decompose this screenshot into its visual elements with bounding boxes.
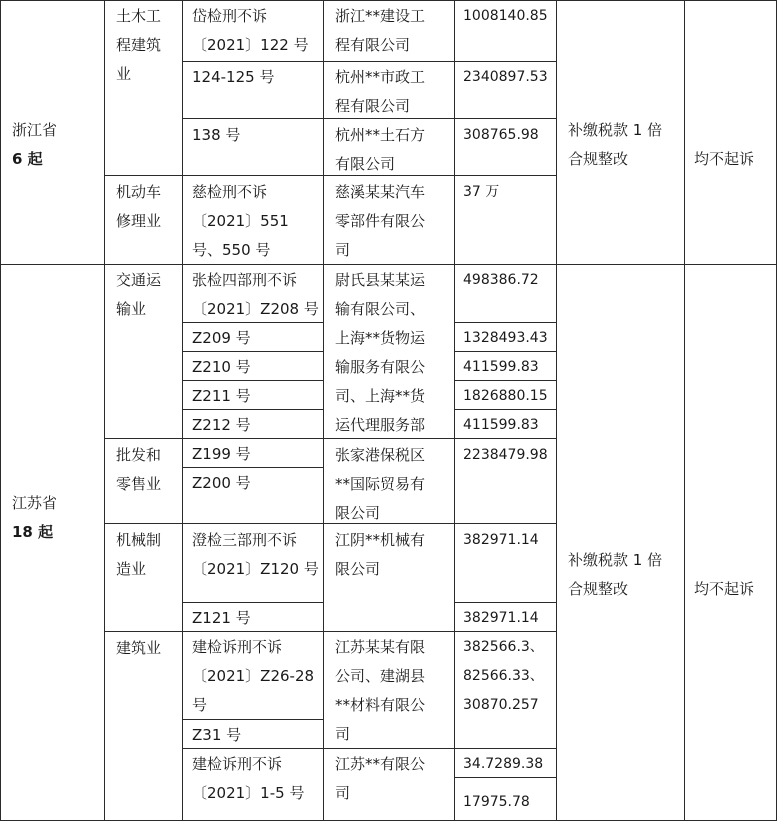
industry-label: 造业	[116, 560, 147, 578]
case-number: 慈检刑不诉	[192, 183, 268, 201]
case-number: Z121 号	[192, 609, 251, 627]
company-name: 公司、建湖县	[335, 667, 426, 685]
company-name: **国际贸易有	[335, 475, 426, 493]
case-count: 6 起	[12, 150, 43, 168]
company-name: 零部件有限公	[335, 212, 426, 230]
company-name: 浙江**建设工	[335, 7, 426, 25]
company-name: 输服务有限公	[335, 358, 426, 376]
company-name: 输有限公司、	[335, 300, 426, 318]
industry-label: 机械制	[116, 531, 162, 549]
company-name: 尉氏县某某运	[335, 271, 426, 289]
industry-label: 交通运	[116, 271, 162, 289]
measure-text: 合规整改	[568, 150, 629, 168]
province-name: 浙江省	[12, 121, 58, 139]
case-number: Z199 号	[192, 445, 251, 463]
company-name: 有限公司	[335, 155, 396, 173]
tax-amount: 37 万	[463, 184, 500, 200]
tax-amount: 17975.78	[463, 794, 530, 810]
case-number: 张检四部刑不诉	[192, 271, 298, 289]
industry-label: 业	[116, 65, 132, 83]
case-number: Z210 号	[192, 358, 251, 376]
case-number: 号	[192, 696, 208, 714]
case-number: 号、550 号	[192, 241, 271, 259]
company-name: 张家港保税区	[335, 446, 426, 464]
result-text: 均不起诉	[694, 580, 755, 598]
company-name: 慈溪某某汽车	[335, 183, 426, 201]
tax-amount: 1826880.15	[463, 388, 548, 404]
tax-amount: 411599.83	[463, 359, 539, 375]
tax-amount: 2340897.53	[463, 69, 548, 85]
case-number: 建检诉刑不诉	[192, 638, 283, 656]
case-number: 〔2021〕551	[192, 212, 289, 230]
tax-amount: 382566.3、	[463, 639, 544, 655]
measure-text: 补缴税款 1 倍	[568, 551, 663, 569]
company-name: **材料有限公	[335, 696, 426, 714]
result-text: 均不起诉	[694, 150, 755, 168]
case-number: 〔2021〕122 号	[192, 36, 309, 54]
province-name: 江苏省	[12, 494, 58, 512]
tax-amount: 308765.98	[463, 127, 539, 143]
tax-amount: 382971.14	[463, 610, 539, 626]
case-number: Z209 号	[192, 329, 251, 347]
case-number: 〔2021〕Z26-28	[192, 667, 315, 685]
company-name: 程有限公司	[335, 97, 411, 115]
tax-amount: 498386.72	[463, 272, 539, 288]
industry-label: 零售业	[116, 475, 162, 493]
tax-amount: 1328493.43	[463, 330, 548, 346]
tax-amount: 1008140.85	[463, 8, 548, 24]
company-name: 司	[335, 725, 351, 743]
company-name: 运代理服务部	[335, 416, 426, 434]
company-name: 限公司	[335, 504, 381, 522]
tax-amount: 382971.14	[463, 532, 539, 548]
company-name: 杭州**市政工	[335, 68, 426, 86]
case-number: 124-125 号	[192, 68, 275, 86]
industry-label: 建筑业	[116, 639, 162, 657]
company-name: 上海**货物运	[335, 329, 426, 347]
company-name: 杭州**土石方	[335, 126, 426, 144]
company-name: 江苏某某有限	[335, 638, 426, 656]
tax-amount: 82566.33、	[463, 668, 544, 684]
case-number: 〔2021〕1-5 号	[192, 784, 305, 802]
company-name: 司	[335, 784, 351, 802]
company-name: 司	[335, 241, 351, 259]
case-number: 澄检三部刑不诉	[192, 531, 298, 549]
industry-label: 批发和	[116, 446, 162, 464]
case-count: 18 起	[12, 523, 54, 541]
company-name: 程有限公司	[335, 36, 411, 54]
tax-amount: 30870.257	[463, 697, 539, 713]
case-number: 138 号	[192, 126, 241, 144]
case-number: 岱检刑不诉	[192, 7, 268, 25]
industry-label: 土木工	[116, 7, 162, 25]
measure-text: 补缴税款 1 倍	[568, 121, 663, 139]
case-number: Z31 号	[192, 726, 242, 744]
case-number: 〔2021〕Z208 号	[192, 300, 319, 318]
company-name: 限公司	[335, 560, 381, 578]
case-number: Z211 号	[192, 387, 251, 405]
case-number: Z212 号	[192, 416, 251, 434]
case-number: 〔2021〕Z120 号	[192, 560, 319, 578]
company-name: 江苏**有限公	[335, 755, 426, 773]
company-name: 司、上海**货	[335, 387, 426, 405]
tax-amount: 34.7289.38	[463, 756, 544, 772]
industry-label: 输业	[116, 300, 147, 318]
industry-label: 程建筑	[116, 36, 162, 54]
case-number: 建检诉刑不诉	[192, 755, 283, 773]
company-name: 江阴**机械有	[335, 531, 426, 549]
industry-label: 修理业	[116, 212, 162, 230]
measure-text: 合规整改	[568, 580, 629, 598]
case-number: Z200 号	[192, 474, 251, 492]
tax-amount: 2238479.98	[463, 447, 548, 463]
tax-amount: 411599.83	[463, 417, 539, 433]
industry-label: 机动车	[116, 183, 162, 201]
